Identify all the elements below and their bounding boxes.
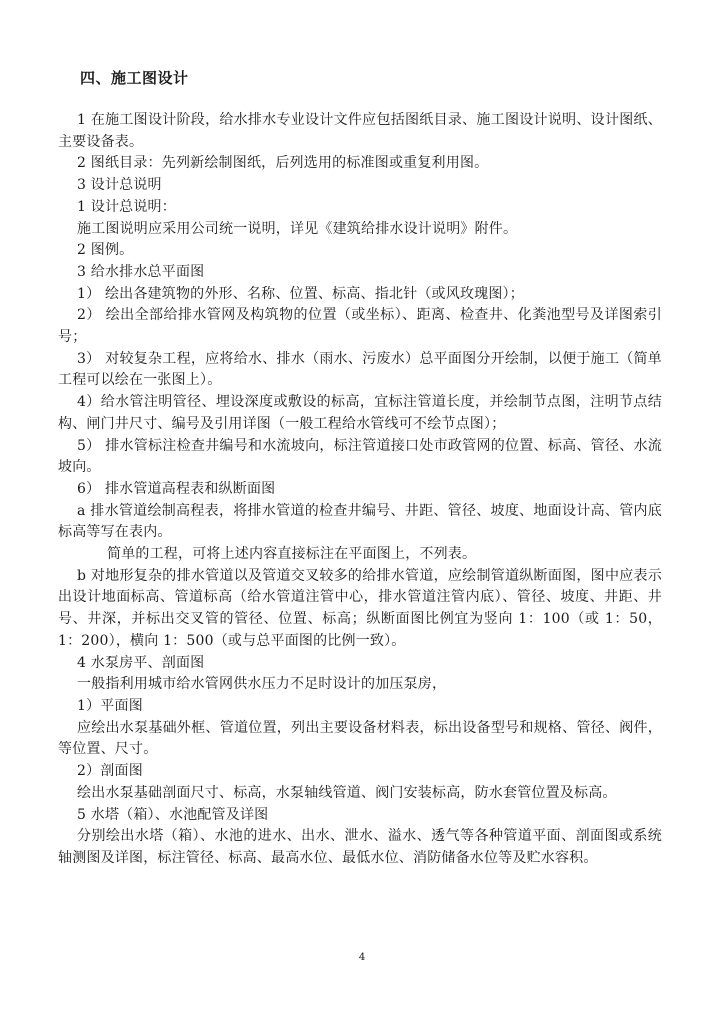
paragraph: a 排水管道绘制高程表，将排水管道的检查井编号、井距、管径、坡度、地面设计高、管内底标高等写在表内。 <box>58 502 662 541</box>
paragraph: b 对地形复杂的排水管道以及管道交叉较多的给排水管道，应绘制管道纵断面图，图中应表示出设计地面标高、管道标高（给水管道注管中心，排水管道注管内底）、管径、坡度、井距、井号、井深，并标出交叉管的管径、位置、标高；纵断面图比例宜为竖向 1：100（或 1：50，1：200），横向 1：500（或与总平面图的比例一致）。 <box>58 567 662 649</box>
page-number: 4 <box>358 952 366 963</box>
paragraph: 2 图例。 <box>77 242 134 259</box>
section-heading: 四、施工图设计 <box>80 69 189 87</box>
paragraph: 施工图说明应采用公司统一说明，详见《建筑给排水设计说明》附件。 <box>77 220 518 237</box>
paragraph: 3 给水排水总平面图 <box>77 263 205 280</box>
paragraph: 5） 排水管标注检查井编号和水流坡向，标注管道接口处市政管网的位置、标高、管径、水流坡向。 <box>58 437 662 476</box>
paragraph: 3 设计总说明 <box>77 177 162 194</box>
paragraph: 绘出水泵基础剖面尺寸、标高，水泵轴线管道、阀门安装标高，防水套管位置及标高。 <box>77 784 617 801</box>
paragraph: 2） 绘出全部给排水管网及构筑物的位置（或坐标）、距离、检查井、化粪池型号及详图索引号； <box>58 307 662 346</box>
paragraph: 1 设计总说明： <box>77 198 176 215</box>
paragraph: 4 水泵房平、剖面图 <box>77 654 205 671</box>
paragraph: 1） 绘出各建筑物的外形、名称、位置、标高、指北针（或风玫瑰图）； <box>77 285 524 302</box>
paragraph: 1 在施工图设计阶段，给水排水专业设计文件应包括图纸目录、施工图设计说明、设计图纸、主要设备表。 <box>58 112 662 150</box>
paragraph: 一般指利用城市给水管网供水压力不足时设计的加压泵房， <box>77 676 447 693</box>
paragraph: 3） 对较复杂工程，应将给水、排水（雨水、污废水）总平面图分开绘制，以便于施工（简单工程可以绘在一张图上）。 <box>58 350 662 389</box>
paragraph: 2）剖面图 <box>77 763 143 780</box>
paragraph: 2 图纸目录：先列新绘制图纸，后列选用的标准图或重复利用图。 <box>77 155 489 172</box>
paragraph: 1）平面图 <box>77 697 143 714</box>
paragraph: 分别绘出水塔（箱）、水池的进水、出水、泄水、溢水、透气等各种管道平面、剖面图或系统轴测图及详图，标注管径、标高、最高水位、最低水位、消防储备水位等及贮水容积。 <box>58 828 662 866</box>
paragraph: 6） 排水管道高程表和纵断面图 <box>77 480 276 497</box>
paragraph: 4）给水管注明管径、埋设深度或敷设的标高，宜标注管道长度，并绘制节点图，注明节点结构、闸门井尺寸、编号及引用详图（一般工程给水管线可不绘节点图）； <box>58 394 662 432</box>
paragraph: 应绘出水泵基础外框、管道位置，列出主要设备材料表，标出设备型号和规格、管径、阀件，等位置、尺寸。 <box>58 719 662 758</box>
paragraph: 简单的工程，可将上述内容直接标注在平面图上，不列表。 <box>107 546 477 563</box>
paragraph: 5 水塔（箱）、水池配管及详图 <box>77 806 269 823</box>
body-text <box>58 110 662 870</box>
